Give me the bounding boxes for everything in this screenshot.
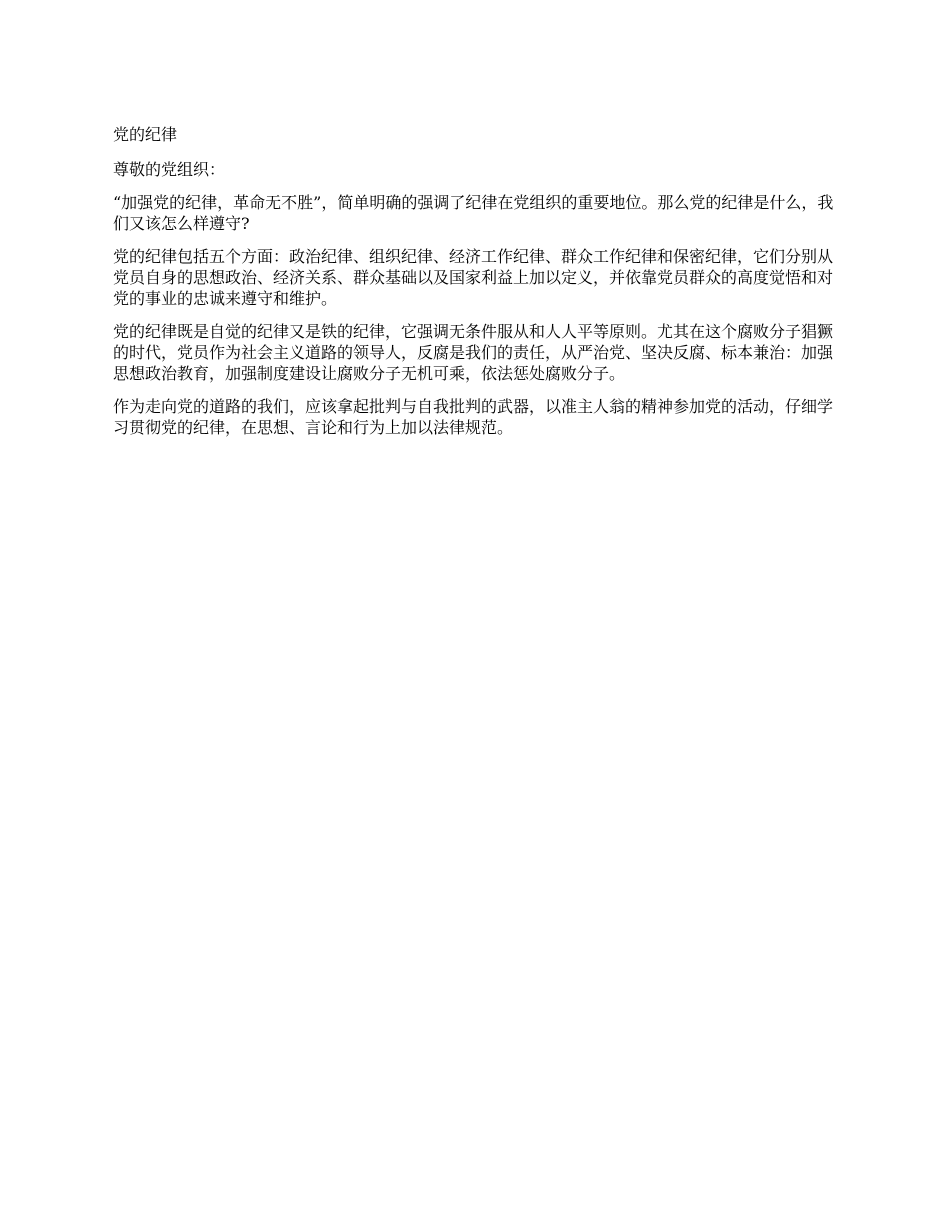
- paragraph-3: 党的纪律既是自觉的纪律又是铁的纪律，它强调无条件服从和人人平等原则。尤其在这个腐败分子猖獗的时代，党员作为社会主义道路的领导人，反腐是我们的责任，从严治党、坚决反腐、标本兼治：加强思想政治教育，加强制度建设让腐败分子无机可乘，依法惩处腐败分子。: [113, 322, 834, 383]
- paragraph-2: 党的纪律包括五个方面：政治纪律、组织纪律、经济工作纪律、群众工作纪律和保密纪律，它们分别从党员自身的思想政治、经济关系、群众基础以及国家利益上加以定义，并依靠党员群众的高度觉悟和对党的事业的忠诚来遵守和维护。: [113, 247, 834, 308]
- document-title: 党的纪律: [113, 125, 178, 144]
- paragraph-4: 作为走向党的道路的我们，应该拿起批判与自我批判的武器，以准主人翁的精神参加党的活动，仔细学习贯彻党的纪律，在思想、言论和行为上加以法律规范。: [113, 397, 834, 437]
- document-page: [113, 124, 841, 450]
- paragraph-1: “加强党的纪律，革命无不胜”，简单明确的强调了纪律在党组织的重要地位。那么党的纪律是什么，我们又该怎么样遵守?: [113, 193, 834, 233]
- salutation: 尊敬的党组织：: [113, 160, 226, 179]
